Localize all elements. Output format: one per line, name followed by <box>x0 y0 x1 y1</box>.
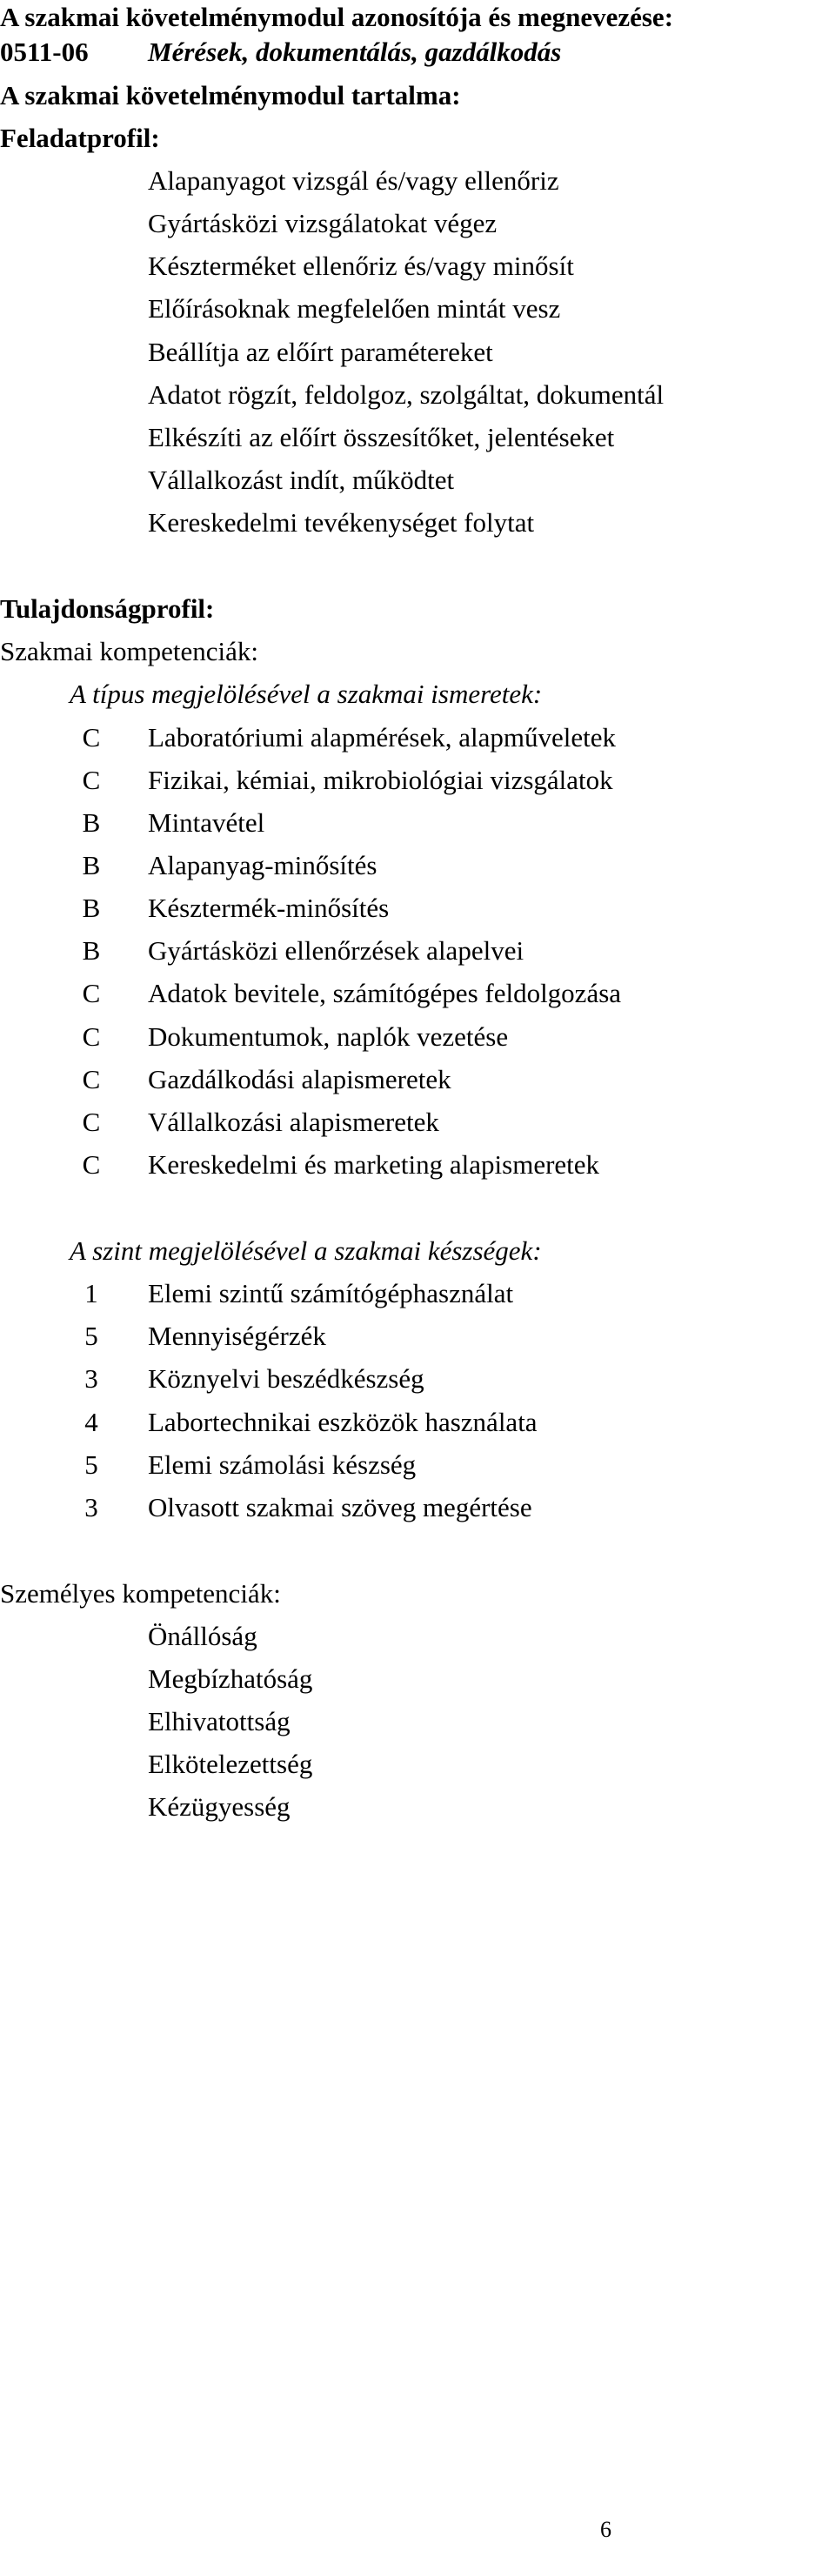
task-item: Adatot rögzít, feldolgoz, szolgáltat, dokumentál <box>148 379 665 410</box>
knowledge-text: Fizikai, kémiai, mikrobiológiai vizsgálatok <box>148 765 613 795</box>
skill-text: Elemi számolási készség <box>148 1449 417 1480</box>
knowledge-level: C <box>82 978 101 1008</box>
knowledge-level: C <box>82 1107 101 1137</box>
knowledge-text: Késztermék-minősítés <box>148 893 390 923</box>
task-item: Vállalkozást indít, működtet <box>148 465 455 495</box>
task-profile-title: Feladatprofil: <box>0 123 160 153</box>
knowledge-label: A típus megjelölésével a szakmai ismeretek: <box>70 679 543 709</box>
skill-level: 3 <box>84 1363 98 1394</box>
knowledge-text: Gazdálkodási alapismeretek <box>148 1064 451 1094</box>
page-number: 6 <box>600 2517 611 2542</box>
task-item: Készterméket ellenőriz és/vagy minősít <box>148 251 574 281</box>
skill-level: 1 <box>84 1278 98 1308</box>
module-id-label: A szakmai követelménymodul azonosítója és megnevezése: <box>0 2 674 32</box>
knowledge-text: Adatok bevitele, számítógépes feldolgozása <box>148 978 622 1008</box>
knowledge-text: Gyártásközi ellenőrzések alapelvei <box>148 935 524 966</box>
knowledge-text: Vállalkozási alapismeretek <box>148 1107 439 1137</box>
skill-level: 4 <box>84 1407 98 1437</box>
skill-text: Köznyelvi beszédkészség <box>148 1363 424 1394</box>
skill-text: Mennyiségérzék <box>148 1321 326 1351</box>
property-profile-title: Tulajdonságprofil: <box>0 593 215 624</box>
skill-level: 5 <box>84 1321 98 1351</box>
task-item: Alapanyagot vizsgál és/vagy ellenőriz <box>148 165 559 196</box>
skill-level: 5 <box>84 1449 98 1480</box>
knowledge-text: Alapanyag-minősítés <box>148 850 377 880</box>
knowledge-level: B <box>82 807 101 838</box>
module-id-line <box>0 37 561 68</box>
skill-text: Labortechnikai eszközök használata <box>148 1407 538 1437</box>
personal-item: Elhivatottság <box>148 1706 291 1736</box>
module-content-label: A szakmai követelménymodul tartalma: <box>0 80 461 110</box>
skill-level: 3 <box>84 1492 98 1522</box>
task-item: Gyártásközi vizsgálatokat végez <box>148 208 498 238</box>
personal-item: Kézügyesség <box>148 1791 291 1822</box>
task-item: Elkészíti az előírt összesítőket, jelentéseket <box>148 422 615 452</box>
knowledge-level: C <box>82 1149 101 1180</box>
knowledge-level: C <box>82 1021 101 1052</box>
task-item: Előírásoknak megfelelően mintát vesz <box>148 293 561 324</box>
task-item: Beállítja az előírt paramétereket <box>148 337 493 367</box>
personal-item: Önállóság <box>148 1621 257 1651</box>
skill-text: Elemi szintű számítógéphasználat <box>148 1278 514 1308</box>
module-code: 0511-06 <box>0 37 89 67</box>
personal-item: Elkötelezettség <box>148 1749 313 1779</box>
knowledge-level: B <box>82 850 101 880</box>
module-name: Mérések, dokumentálás, gazdálkodás <box>148 37 562 67</box>
knowledge-level: C <box>82 722 101 753</box>
personal-item: Megbízhatóság <box>148 1663 313 1694</box>
knowledge-text: Laboratóriumi alapmérések, alapműveletek <box>148 722 616 753</box>
knowledge-level: C <box>82 1064 101 1094</box>
skill-text: Olvasott szakmai szöveg megértése <box>148 1492 532 1522</box>
task-item: Kereskedelmi tevékenységet folytat <box>148 507 535 538</box>
skills-label: A szint megjelölésével a szakmai készségek: <box>70 1235 542 1266</box>
knowledge-level: B <box>82 935 101 966</box>
knowledge-level: C <box>82 765 101 795</box>
knowledge-text: Kereskedelmi és marketing alapismeretek <box>148 1149 600 1180</box>
knowledge-text: Mintavétel <box>148 807 265 838</box>
knowledge-level: B <box>82 893 101 923</box>
personal-competences-label: Személyes kompetenciák: <box>0 1578 281 1609</box>
professional-competences-label: Szakmai kompetenciák: <box>0 636 258 666</box>
knowledge-text: Dokumentumok, naplók vezetése <box>148 1021 509 1052</box>
